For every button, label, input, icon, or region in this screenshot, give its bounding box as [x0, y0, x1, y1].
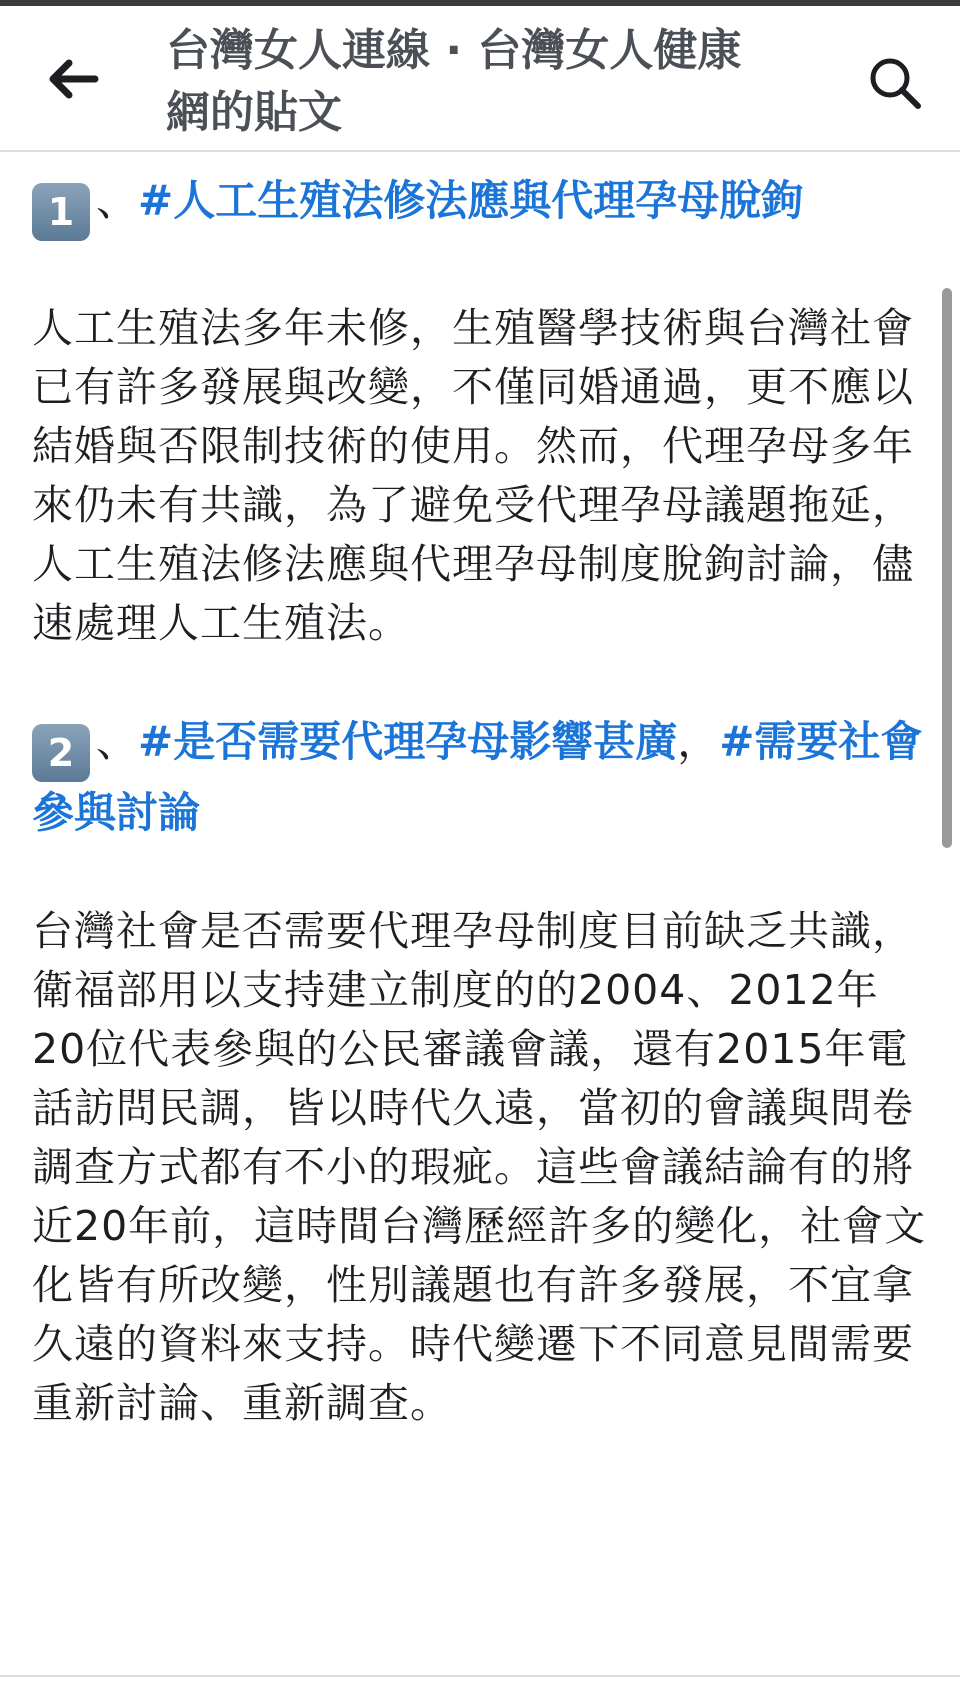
scrollbar-thumb[interactable] — [942, 288, 952, 848]
section-body-1: 人工生殖法多年未修，生殖醫學技術與台灣社會已有許多發展與改變，不僅同婚通過，更不應以結婚與否限制技術的使用。然而，代理孕母多年來仍未有共識，為了避免受代理孕母議題拖延，人工生殖法修法應與代理孕母制度脫鉤討論，儘速處理人工生殖法。 — [32, 304, 914, 647]
back-button[interactable] — [40, 46, 106, 112]
hashtag-link[interactable]: #是否需要代理孕母影響甚廣 — [138, 717, 678, 766]
section-body-2: 台灣社會是否需要代理孕母制度目前缺乏共識，衛福部用以支持建立制度的的2004、2012年20位代表參與的公民審議會議，還有2015年電話訪問民調，皆以時代久遠，當初的會議與問卷調查方式都有不小的瑕疵。這些會議結論有的將近20年前，這時間台灣歷經許多的變化，社會文化皆有所改變，性別議題也有許多發展，不宜拿久遠的資料來支持。時代變遷下不同意見間需要重新討論、重新調查。 — [32, 907, 927, 1427]
arrow-left-icon — [47, 59, 99, 99]
divider — [0, 1675, 960, 1677]
list-separator: 、 — [96, 176, 139, 225]
keycap-1-icon: 1 — [32, 183, 90, 241]
section-heading-1 — [32, 170, 932, 241]
section-heading-2 — [32, 711, 932, 844]
page-title: 台灣女人連線 · 台灣女人健康網的貼文 — [166, 25, 742, 138]
keycap-2-icon: 2 — [32, 724, 90, 782]
search-button[interactable] — [862, 50, 928, 116]
search-icon — [868, 56, 922, 110]
post-content — [32, 152, 932, 1433]
hashtag-joiner: ， — [677, 717, 720, 766]
hashtag-link[interactable]: #需要社會參與討論 — [32, 717, 923, 837]
hashtag-link[interactable]: #人工生殖法修法應與代理孕母脫鉤 — [138, 176, 804, 225]
top-app-bar — [0, 6, 960, 152]
list-separator: 、 — [96, 717, 139, 766]
